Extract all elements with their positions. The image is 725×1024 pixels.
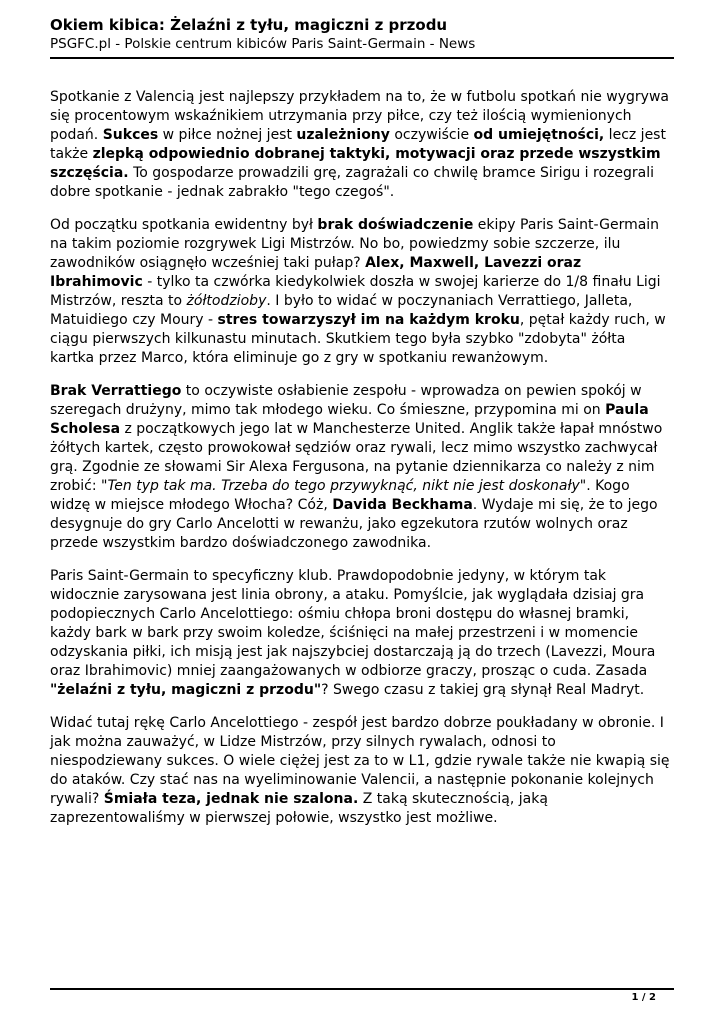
text-run: to oczywiste osłabienie zespołu - wprowadza on pewien spokój w szeregach drużyny, mimo tak młodego wieku. Co śmieszne, przypomina mi on: [50, 383, 642, 418]
text-run: ? Swego czasu z takiej grą słynął Real Madryt.: [321, 682, 645, 698]
text-run: - tylko ta czwórka kiedykolwiek doszła w swojej karierze do 1/8 finału Ligi Mistrzów, reszta to: [50, 274, 661, 309]
text-run: stres towarzyszył im na każdym kroku: [217, 312, 520, 328]
article-title: Okiem kibica: Żelaźni z tyłu, magiczni z przodu: [50, 16, 448, 34]
document-footer: [50, 988, 674, 1005]
text-run: uzależniony: [296, 127, 390, 143]
text-run: Śmiała teza, jednak nie szalona.: [103, 791, 359, 807]
text-run: Brak Verrattiego: [50, 383, 182, 399]
article-body: [50, 88, 670, 842]
text-run: Z taką skutecznością, jaką zaprezentowaliśmy w pierwszej połowie, wszystko jest możliwe.: [50, 791, 548, 826]
text-run: ekipy Paris Saint-Germain na takim poziomie rozgrywek Ligi Mistrzów. No bo, powiedzmy sobie szczerze, ilu zawodników osiągnęło wcześniej taki pułap?: [50, 217, 660, 271]
paragraph-conclusion: [50, 714, 670, 828]
paragraph-intro: [50, 88, 670, 202]
text-run: z początkowych jego lat w Manchesterze United. Anglik także łapał mnóstwo żółtych kartek, często prowokował sędziów oraz rywali, lecz mimo wszystko zachwycał grą. Zgodnie ze słowami Sir Alexa Fergusona, na pytanie dziennikarza co należy z nim zrobić: ": [50, 421, 663, 494]
text-run: . I było to widać w poczynaniach Verrattiego, Jalleta, Matuidiego czy Moury -: [50, 293, 633, 328]
site-subtitle: PSGFC.pl - Polskie centrum kibiców Paris Saint-Germain - News: [50, 36, 476, 52]
text-run: , pętał każdy ruch, w ciągu pierwszych kilkunastu minutach. Skutkiem tego była szybko "zdobyta" żółta kartka przez Marco, która eliminuje go z gry w spotkaniu rewanżowym.: [50, 312, 666, 366]
text-run: w piłce nożnej jest: [158, 127, 297, 143]
footer-divider: [50, 988, 674, 990]
text-run: lecz jest także: [50, 127, 666, 162]
text-run: Paris Saint-Germain to specyficzny klub. Prawdopodobnie jedyny, w którym tak widocznie zarysowana jest linia obrony, a ataku. Pomyślcie, jak wyglądała dzisiaj gra podopiecznych Carlo Ancelottiego: ośmiu chłopa broni dostępu do własnej bramki, każdy bark w bark przy swoim koledze, ściśnięci na małej przestrzeni i w momencie odzyskania piłki, ich misją jest jak najszybciej dostarczają ją do trzech (Lavezzi, Moura oraz Ibrahimovic) mniej zaangażowanych w odbiorze graczy, prosząc o cuda. Zasada: [50, 568, 656, 679]
text-run: Ten typ tak ma. Trzeba do tego przywyknąć, nikt nie jest doskonały: [107, 478, 580, 494]
text-run: Spotkanie z Valencią jest najlepszy przykładem na to, że w futbolu spotkań nie wygrywa się procentowym wskaźnikiem utrzymania przy piłce, czy też ilością wymienionych podań.: [50, 89, 669, 143]
text-run: oczywiście: [389, 127, 474, 143]
text-run: ". Kogo widzę w miejsce młodego Włocha? Cóż,: [50, 478, 630, 513]
text-run: żółtodzioby: [186, 293, 267, 309]
text-run: Davida Beckhama: [332, 497, 473, 513]
text-run: Widać tutaj rękę Carlo Ancelottiego - zespół jest bardzo dobrze poukładany w obronie. I jak można zauważyć, w Lidze Mistrzów, przy silnych rywalach, odnosi to niespodziewany sukces. O wiele ciężej jest za to w L1, gdzie rywale także nie kwapią się do ataków. Czy stać nas na wyeliminowanie Valencii, a następnie pokonanie kolejnych rywali?: [50, 715, 670, 807]
text-run: "żelaźni z tyłu, magiczni z przodu": [50, 682, 322, 698]
text-run: od umiejętności,: [473, 127, 605, 143]
text-run: Sukces: [102, 127, 159, 143]
text-run: To gospodarze prowadzili grę, zagrażali co chwilę bramce Sirigu i rozegrali dobre spotkanie - jednak zabrakło "tego czegoś".: [50, 165, 654, 200]
paragraph-experience: [50, 216, 670, 368]
page-indicator: 1 / 2: [631, 992, 656, 1003]
text-run: zlepką odpowiednio dobranej taktyki, motywacji oraz przede wszystkim szczęścia.: [50, 146, 661, 181]
text-run: Paula Scholesa: [50, 402, 649, 437]
paragraph-verratti: [50, 382, 670, 553]
text-run: Od początku spotkania ewidentny był: [50, 217, 318, 233]
document-header: [50, 16, 674, 59]
text-run: . Wydaje mi się, że to jego desygnuje do gry Carlo Ancelotti w rewanżu, jako egzekutora rzutów wolnych oraz przede wszystkim bardzo doświadczonego zawodnika.: [50, 497, 658, 551]
text-run: Alex, Maxwell, Lavezzi oraz Ibrahimovic: [50, 255, 582, 290]
text-run: brak doświadczenie: [317, 217, 474, 233]
paragraph-tactics: [50, 567, 670, 700]
